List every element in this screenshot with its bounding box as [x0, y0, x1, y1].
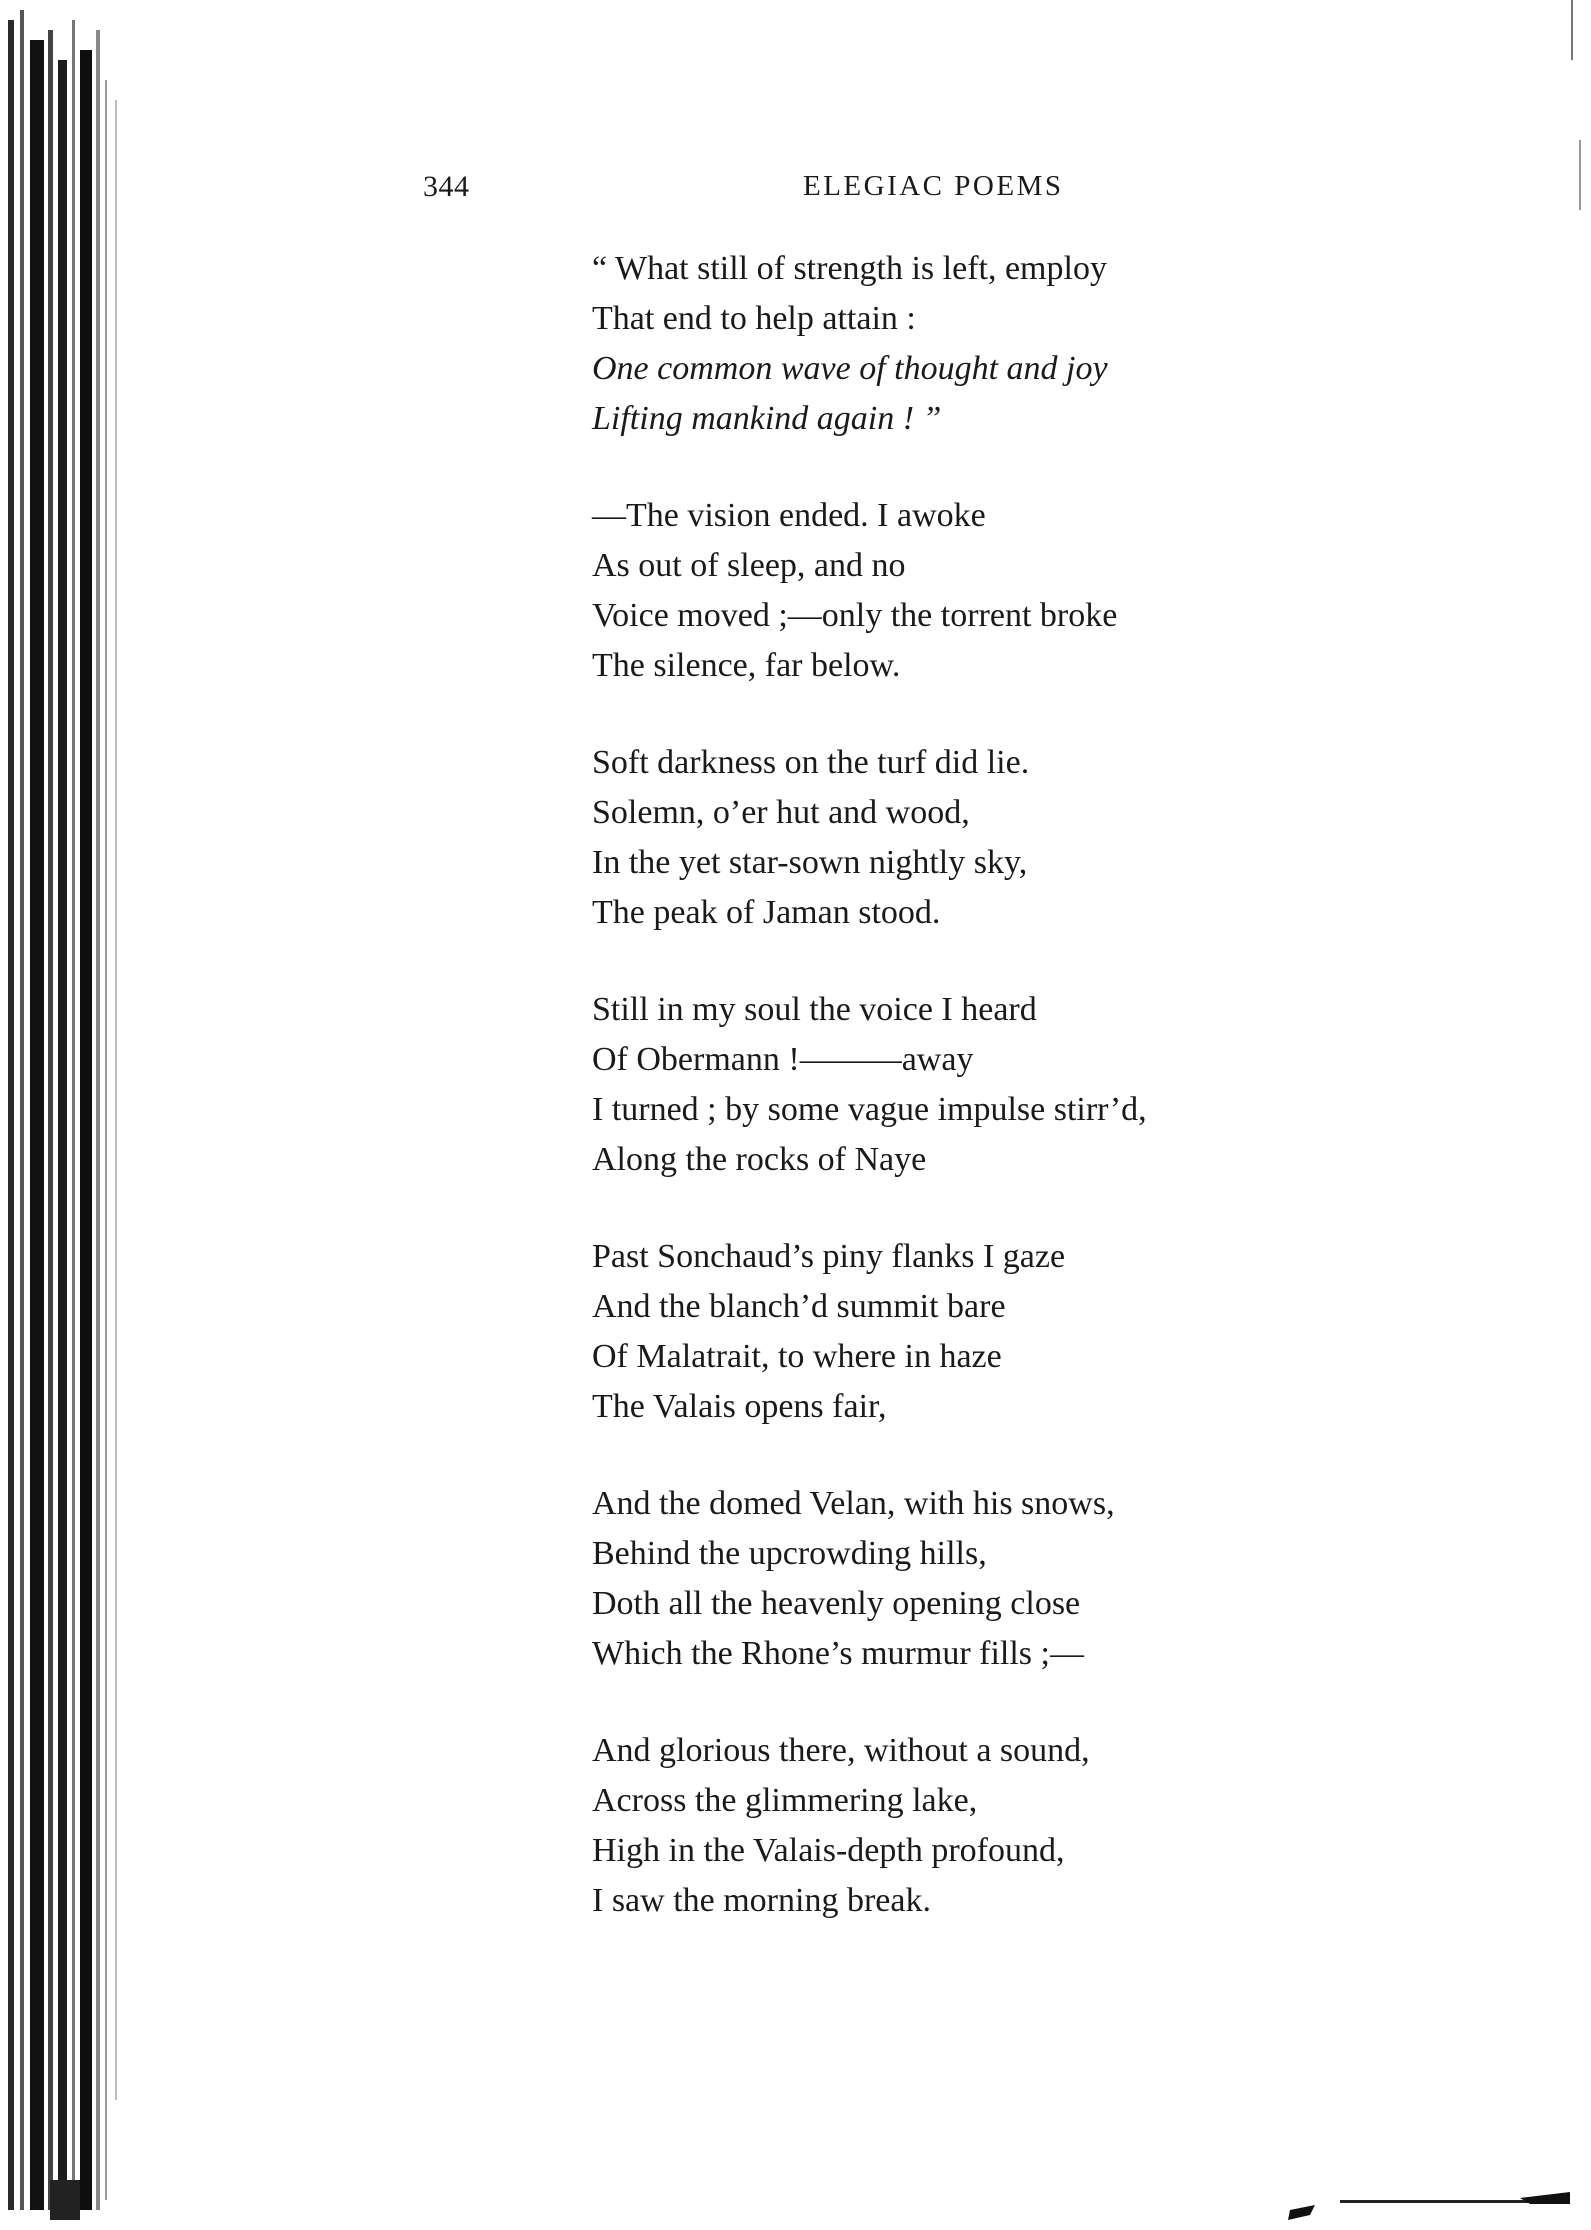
stanza: [592, 985, 1372, 1185]
poem-line: Of Malatrait, to where in haze: [592, 1338, 1002, 1375]
page-number: 344: [423, 170, 470, 203]
scan-binding-edge: [0, 0, 140, 2230]
poem-line: As out of sleep, and no: [592, 547, 906, 584]
poem-line: The Valais opens fair,: [592, 1388, 887, 1425]
poem-line: Which the Rhone’s murmur fills ;—: [592, 1635, 1084, 1672]
stanza: [592, 244, 1372, 444]
poem-line: I turned ; by some vague impulse stirr’d,: [592, 1091, 1147, 1128]
running-head: [0, 170, 1591, 210]
poem-line: Of Obermann !———away: [592, 1041, 974, 1078]
poem-line: In the yet star-sown nightly sky,: [592, 844, 1028, 881]
poem-line: Still in my soul the voice I heard: [592, 991, 1037, 1028]
scan-right-edge: [1531, 0, 1591, 2230]
poem-line: —The vision ended. I awoke: [592, 497, 986, 534]
poem-line: And glorious there, without a sound,: [592, 1732, 1090, 1769]
poem-line: And the domed Velan, with his snows,: [592, 1485, 1115, 1522]
poem-line: High in the Valais-depth profound,: [592, 1832, 1065, 1869]
poem-line: And the blanch’d summit bare: [592, 1288, 1006, 1325]
poem-line: Solemn, o’er hut and wood,: [592, 794, 970, 831]
poem-line: Soft darkness on the turf did lie.: [592, 744, 1030, 781]
poem-line: I saw the morning break.: [592, 1882, 931, 1919]
poem-line: Past Sonchaud’s piny flanks I gaze: [592, 1238, 1066, 1275]
stanza: [592, 738, 1372, 938]
poem-line: Across the glimmering lake,: [592, 1782, 978, 1819]
poem-line: That end to help attain :: [592, 300, 916, 337]
poem-line: Behind the upcrowding hills,: [592, 1535, 987, 1572]
header-title: ELEGIAC POEMS: [803, 170, 1064, 202]
poem-line: One common wave of thought and joy: [592, 350, 1108, 387]
poem-line: The silence, far below.: [592, 647, 901, 684]
stanza: [592, 1479, 1372, 1679]
scan-bottom-mark: [1270, 2180, 1591, 2230]
poem-line: “ What still of strength is left, employ: [592, 250, 1107, 287]
poem-line: The peak of Jaman stood.: [592, 894, 941, 931]
poem-line: Voice moved ;—only the torrent broke: [592, 597, 1118, 634]
poem-body: [592, 244, 1372, 1973]
stanza: [592, 491, 1372, 691]
poem-line: Doth all the heavenly opening close: [592, 1585, 1081, 1622]
poem-line: Along the rocks of Naye: [592, 1141, 927, 1178]
poem-line: Lifting mankind again ! ”: [592, 400, 942, 437]
stanza: [592, 1726, 1372, 1926]
stanza: [592, 1232, 1372, 1432]
